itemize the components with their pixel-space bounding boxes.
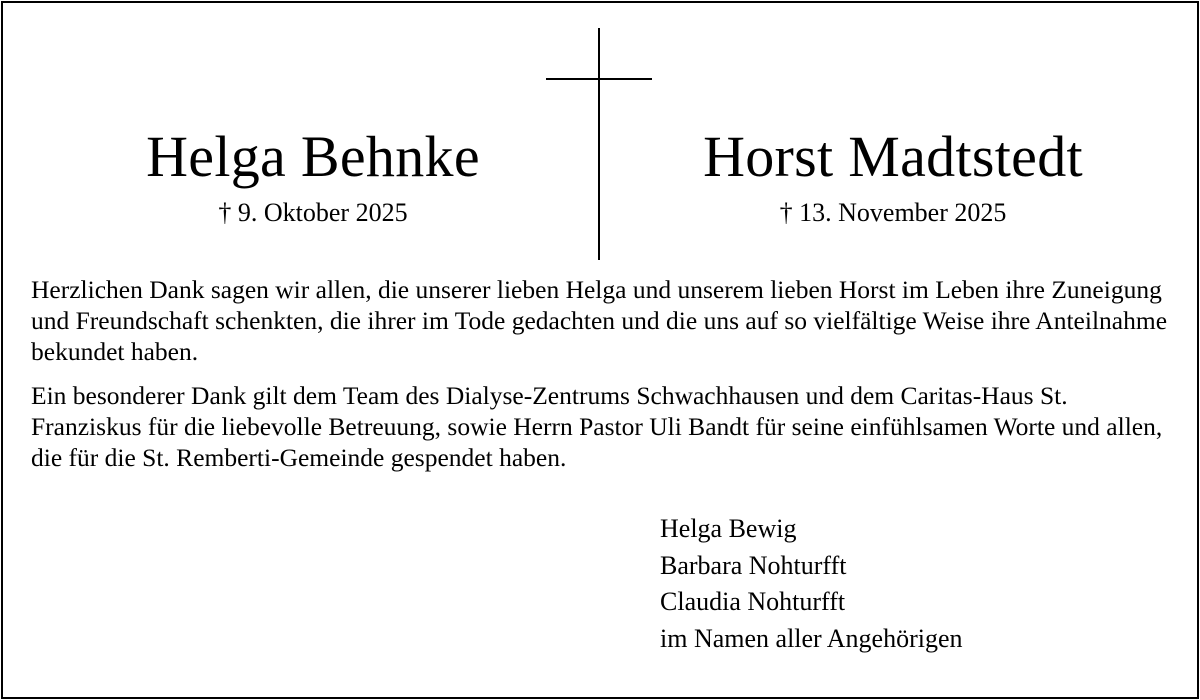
deceased-date-right: † 13. November 2025 [779, 198, 1007, 227]
cross-vertical-bar [598, 28, 600, 260]
signature-claudia-nohturfft: Claudia Nohturfft [660, 587, 846, 616]
signature-barbara-nohturfft: Barbara Nohturfft [660, 550, 847, 580]
deceased-right [633, 119, 1153, 230]
deceased-name-left: Helga Behnke [146, 124, 480, 189]
signature-family-note: im Namen aller Angehörigen [660, 623, 963, 653]
obituary-card [1, 1, 1199, 699]
deceased-left [63, 119, 563, 230]
thank-you-text [31, 274, 1181, 473]
thank-you-paragraph-2: Ein besonderer Dank gilt dem Team des Dialyse-Zentrums Schwachhausen und dem Caritas-Haus St. Franziskus für die liebevolle Betreuung, sowie Herrn Pastor Uli Bandt für seine einfühlsamen Worte und allen, die für die St. Remberti-Gemeinde gespendet haben. [31, 381, 1163, 472]
deceased-name-right: Horst Madtstedt [703, 124, 1083, 189]
signature-helga-bewig: Helga Bewig [660, 514, 797, 543]
signature-block [660, 511, 963, 657]
deceased-date-left: † 9. Oktober 2025 [218, 198, 408, 227]
thank-you-paragraph-1: Herzlichen Dank sagen wir allen, die unserer lieben Helga und unserem lieben Horst im Leben ihre Zuneigung und Freundschaft schenkten, die ihrer im Tode gedachten und die uns auf so vielfältige Weise ihre Anteilnahme bekundet haben. [31, 275, 1168, 366]
cross-horizontal-bar [546, 78, 652, 80]
